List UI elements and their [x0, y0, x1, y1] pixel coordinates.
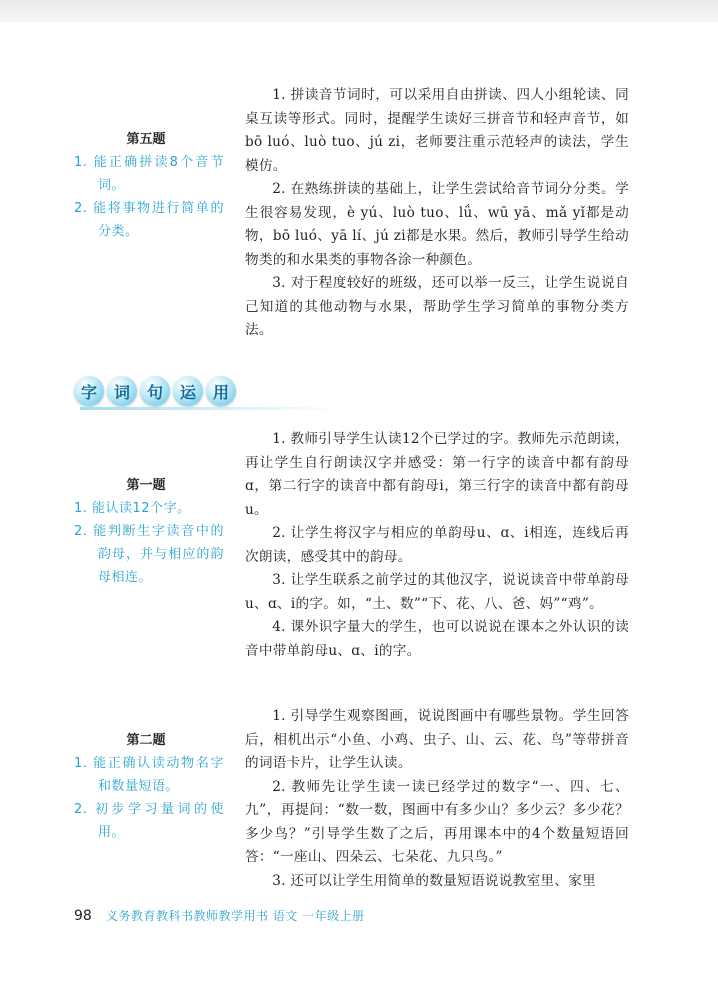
paragraph: 3. 让学生联系之前学过的其他汉字，说说读音中带单韵母u、ɑ、i的字。如，“土、数”“下、花、八、爸、妈”“鸡”。 [245, 572, 629, 612]
sidebar-section1 [74, 474, 224, 589]
paragraph: 1. 拼读音节词时，可以采用自由拼读、四人小组轮读、同桌互读等形式。同时，提醒学生读好三拼音节和轻声音节，如bō luó、luò tuo、jú zi，老师要注重示范轻声的读法，学生模仿。 [245, 87, 629, 174]
exercise-title: 第五题 [126, 132, 166, 147]
heading-char: 句 [140, 376, 170, 406]
goal-item: 2. 能将事物进行简单的分类。 [74, 201, 224, 239]
paragraph: 3. 还可以让学生用简单的数量短语说说教室里、家里 [272, 872, 597, 889]
goal-item: 1. 能正确认读动物名字和数量短语。 [74, 756, 224, 794]
page-footer [74, 907, 365, 924]
paragraph: 1. 教师引导学生认读12个已学过的字。教师先示范朗读，再让学生自行朗读汉字并感受：第一行字的读音中都有韵母ɑ，第二行字的读音中都有韵母i，第三行字的读音中都有韵母u。 [245, 431, 629, 518]
goal-item: 1. 能正确拼读8个音节词。 [74, 155, 224, 193]
heading-char: 字 [74, 376, 104, 406]
main-section1 [245, 428, 629, 663]
sidebar-section2 [74, 729, 224, 844]
paragraph: 1. 引导学生观察图画，说说图画中有哪些景物。学生回答后，相机出示“小鱼、小鸡、虫子、山、云、花、鸟”等带拼音的词语卡片，让学生认读。 [245, 708, 629, 771]
main-section2 [245, 705, 629, 893]
section-heading [74, 374, 239, 408]
main-section5 [245, 84, 629, 343]
book-title: 义务教育教科书教师教学用书 语文 一年级上册 [105, 909, 365, 923]
page-number: 98 [74, 908, 92, 924]
goal-item: 2. 能判断生字读音中的韵母，并与相应的韵母相连。 [74, 524, 224, 585]
paragraph: 2. 让学生将汉字与相应的单韵母u、ɑ、i相连，连线后再次朗读，感受其中的韵母。 [245, 525, 629, 565]
heading-char: 词 [107, 376, 137, 406]
paragraph: 3. 对于程度较好的班级，还可以举一反三，让学生说说自己知道的其他动物与水果，帮助学生学习简单的事物分类方法。 [245, 275, 629, 338]
goal-item: 2. 初步学习量词的使用。 [74, 802, 224, 840]
paragraph: 2. 教师先让学生读一读已经学过的数字“一、四、七、九”，再提问：“数一数，图画中有多少山？多少云？多少花？多少鸟？”引导学生数了之后，再用课本中的4个数量短语回答：“一座山、四朵云、七朵花、九只鸟。” [245, 778, 629, 865]
paragraph: 4. 课外识字量大的学生，也可以说说在课本之外认识的读音中带单韵母u、ɑ、i的字。 [245, 619, 629, 659]
exercise-title: 第二题 [126, 733, 166, 748]
sidebar-section5 [74, 128, 224, 243]
heading-char: 用 [206, 376, 236, 406]
page-top-band [0, 0, 718, 22]
paragraph: 2. 在熟练拼读的基础上，让学生尝试给音节词分分类。学生很容易发现，è yú、luò tuo、lǘ、wū yā、mǎ yǐ都是动物，bō luó、yā lí、jú zi都是水果。然后，教师引导学生给动物类的和水果类的事物各涂一种颜色。 [245, 181, 629, 268]
heading-char: 运 [173, 376, 203, 406]
heading-underline [80, 407, 340, 410]
goal-item: 1. 能认读12个字。 [74, 501, 191, 516]
exercise-title: 第一题 [126, 478, 166, 493]
